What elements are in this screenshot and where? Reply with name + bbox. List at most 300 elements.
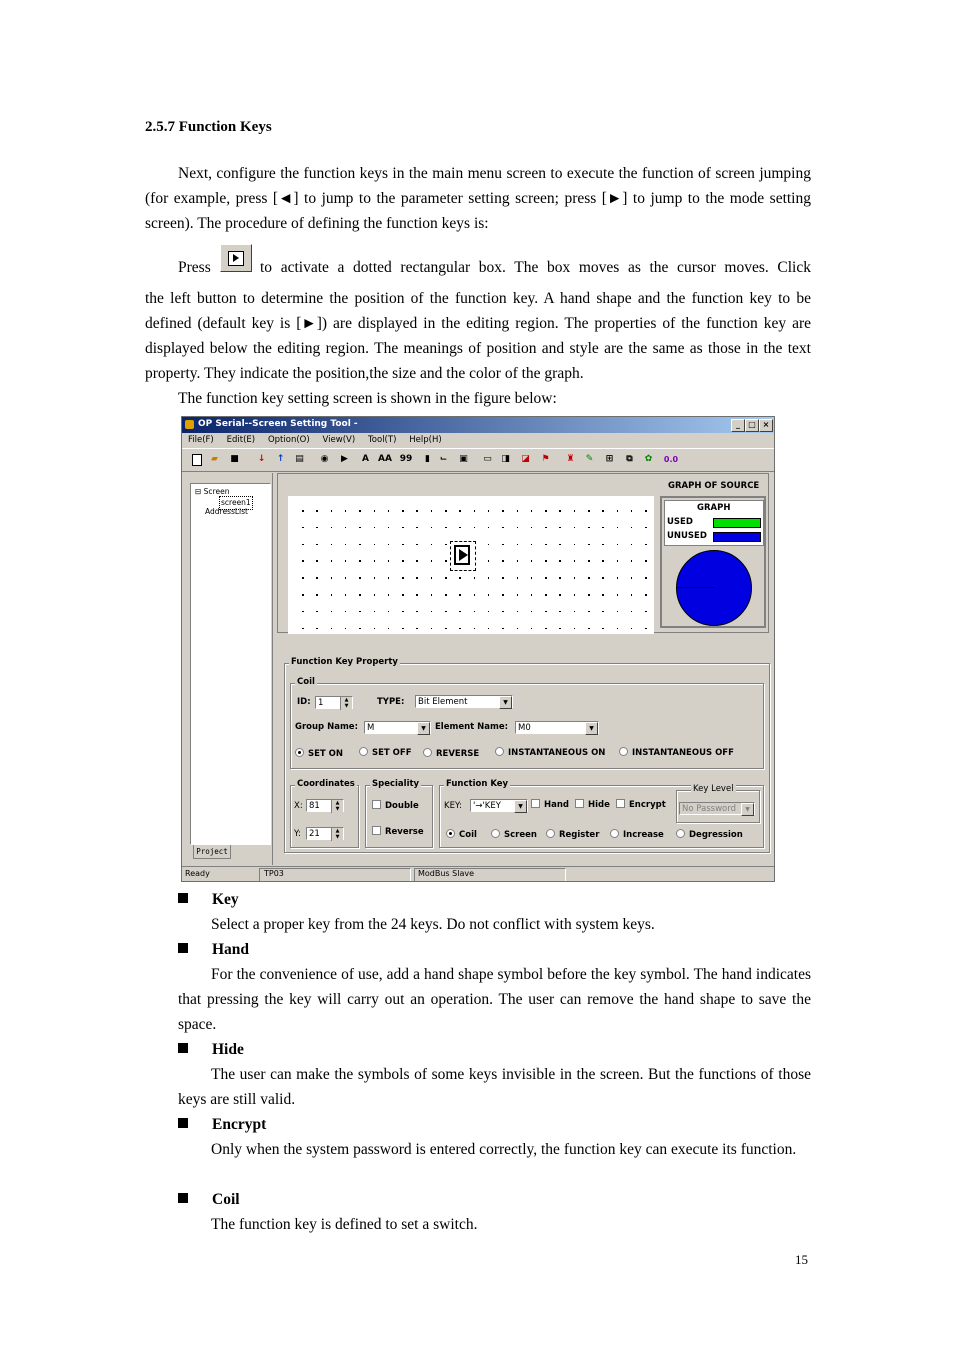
- version-icon[interactable]: 0.0: [663, 455, 679, 464]
- grid-dot: [574, 594, 576, 596]
- grid-dot: [602, 527, 604, 529]
- grid-dot: [559, 560, 561, 562]
- grid-dot: [331, 544, 333, 546]
- grid-dot: [545, 544, 547, 546]
- tree-screen1[interactable]: screen1: [219, 496, 253, 510]
- radio-icon: [495, 747, 504, 756]
- radio-icon: [359, 747, 368, 756]
- x-spinner[interactable]: 81 ▲ ▼: [306, 799, 344, 812]
- grid-dot: [474, 527, 476, 529]
- grid-dot: [588, 510, 590, 512]
- bullet-square-icon: [178, 1118, 188, 1128]
- grid-dot: [459, 628, 461, 630]
- grid-dot: [545, 611, 547, 613]
- text-icon[interactable]: A: [362, 454, 369, 464]
- menu-view[interactable]: View(V): [322, 435, 356, 445]
- grid-dot: [402, 510, 404, 512]
- function-key-icon[interactable]: ▶: [341, 454, 348, 464]
- wrench-icon[interactable]: ✎: [585, 454, 594, 464]
- grid-dot: [531, 577, 533, 579]
- window-icon[interactable]: ◨: [501, 454, 510, 464]
- grid-dot: [374, 560, 376, 562]
- menu-file[interactable]: File(F): [188, 435, 214, 445]
- speciality-title: Speciality: [372, 779, 420, 789]
- grid-dot: [602, 510, 604, 512]
- group-name-label: Group Name:: [295, 722, 358, 732]
- grid-dot: [345, 510, 347, 512]
- coil-title: Coil: [297, 677, 315, 687]
- grid-dot: [359, 560, 361, 562]
- grid-dot: [331, 527, 333, 529]
- title-bar: [182, 417, 774, 433]
- grid-dot: [445, 527, 447, 529]
- bullet-square-icon: [178, 1193, 188, 1203]
- grid-dot: [602, 611, 604, 613]
- grid-dot: [316, 560, 318, 562]
- radio-icon: [546, 829, 555, 838]
- minimize-button[interactable]: _: [731, 419, 745, 432]
- menu-bar: [182, 433, 774, 447]
- key-level-select[interactable]: No Password ▼: [679, 802, 755, 815]
- grid-dot: [316, 611, 318, 613]
- grid-dot: [359, 611, 361, 613]
- grid-dot: [631, 611, 633, 613]
- grid-dot: [474, 594, 476, 596]
- graph-of-source-panel: [660, 496, 766, 628]
- grid-dot: [574, 544, 576, 546]
- grid-dot: [559, 510, 561, 512]
- toolbar: [182, 448, 774, 472]
- encrypt-checkbox[interactable]: Encrypt: [616, 799, 666, 811]
- grid-dot: [316, 510, 318, 512]
- tree-root[interactable]: ⊟ Screen: [195, 487, 230, 496]
- flag-icon[interactable]: ⚑: [541, 454, 550, 464]
- grid-dot: [445, 611, 447, 613]
- grid-dot: [588, 527, 590, 529]
- grid-dot: [316, 544, 318, 546]
- grid-dot: [445, 594, 447, 596]
- grid-dot: [416, 510, 418, 512]
- grid-dot: [359, 594, 361, 596]
- grid-dot: [645, 611, 647, 613]
- grid-dot: [302, 510, 304, 512]
- used-label: USED: [667, 517, 693, 527]
- usage-pie: [676, 550, 752, 626]
- grid-dot: [445, 544, 447, 546]
- grid-dot: [488, 628, 490, 630]
- grid-dot: [416, 544, 418, 546]
- grid-dot: [359, 527, 361, 529]
- grid-dot: [645, 577, 647, 579]
- bullet-hide: Hide: [178, 1037, 244, 1062]
- grid-dot: [631, 577, 633, 579]
- settings-icon[interactable]: ✿: [644, 454, 653, 464]
- grid-dot: [531, 527, 533, 529]
- grid-dot: [574, 527, 576, 529]
- coil-radio-instantaneous-on[interactable]: INSTANTANEOUS ON: [495, 747, 605, 759]
- grid-dot: [588, 560, 590, 562]
- window-title: OP Serial--Screen Setting Tool -: [198, 419, 358, 429]
- grid-dot: [402, 628, 404, 630]
- grid-dot: [302, 560, 304, 562]
- grid-dot: [388, 527, 390, 529]
- grid-dot: [517, 611, 519, 613]
- section-heading: 2.5.7 Function Keys: [145, 119, 272, 135]
- grid-dot: [388, 594, 390, 596]
- procedure-paragraph: the left button to determine the position of the function key. A hand shape and the function key to be defined (default key is [►]) are displayed in the editing region. The properties of the function key are displayed below the editing region. The meanings of position and style are the same as those in the text property. They indicate the position,the size and the color of the graph.: [145, 290, 811, 382]
- press-word: Press: [178, 259, 211, 276]
- grid-dot: [416, 577, 418, 579]
- image-icon[interactable]: ▣: [459, 454, 468, 464]
- grid-dot: [402, 594, 404, 596]
- grid-dot: [531, 594, 533, 596]
- grid-dot: [474, 611, 476, 613]
- grid-dot: [631, 527, 633, 529]
- add-screen-icon[interactable]: ⊞: [605, 454, 614, 464]
- bullet-hide-text: The user can make the symbols of some keys invisible in the screen. But the functions of those keys are still valid.: [178, 1066, 811, 1108]
- grid-dot: [474, 577, 476, 579]
- grid-dot: [374, 544, 376, 546]
- hand-checkbox[interactable]: Hand: [531, 799, 569, 811]
- grid-dot: [374, 611, 376, 613]
- grid-dot: [617, 611, 619, 613]
- grid-dot: [617, 594, 619, 596]
- app-icon: [185, 420, 194, 429]
- grid-dot: [374, 594, 376, 596]
- graph-of-source-label: GRAPH OF SOURCE: [668, 481, 760, 491]
- grid-dot: [617, 577, 619, 579]
- unused-swatch: [713, 532, 761, 542]
- grid-dot: [345, 527, 347, 529]
- grid-dot: [531, 544, 533, 546]
- grid-dot: [531, 510, 533, 512]
- grid-dot: [588, 544, 590, 546]
- open-icon[interactable]: ▰: [211, 454, 218, 464]
- grid-dot: [431, 611, 433, 613]
- speciality-group: [365, 779, 433, 848]
- status-bar: [182, 866, 774, 882]
- grid-dot: [302, 527, 304, 529]
- project-tree: [190, 483, 271, 845]
- grid-dot: [374, 510, 376, 512]
- copy-icon[interactable]: ◪: [521, 454, 530, 464]
- grid-dot: [488, 577, 490, 579]
- grid-dot: [545, 560, 547, 562]
- grid-dot: [645, 544, 647, 546]
- type-label: TYPE:: [377, 697, 405, 707]
- grid-dot: [331, 510, 333, 512]
- coil-radio-set-off[interactable]: SET OFF: [359, 747, 412, 759]
- press-rest: to activate a dotted rectangular box. The box moves as the cursor moves. Click: [260, 259, 811, 276]
- grid-dot: [574, 510, 576, 512]
- bullet-coil: Coil: [178, 1187, 240, 1212]
- grid-dot: [488, 560, 490, 562]
- status-ready: Ready: [185, 869, 210, 878]
- alarm-icon[interactable]: ♜: [566, 454, 575, 464]
- bullet-hand-text: For the convenience of use, add a hand shape symbol before the key symbol. The hand indicates that pressing the key will carry out an operation. The user can remove the hand shape to save the space.: [178, 966, 811, 1033]
- grid-dot: [316, 628, 318, 630]
- grid-dot: [617, 628, 619, 630]
- grid-dot: [517, 544, 519, 546]
- new-icon[interactable]: [192, 454, 202, 466]
- function-key-element[interactable]: [450, 541, 476, 571]
- grid-dot: [445, 510, 447, 512]
- grid-dot: [559, 527, 561, 529]
- graph-legend: [664, 500, 764, 546]
- grid-dot: [531, 611, 533, 613]
- function-key-group: [439, 779, 764, 848]
- grid-dot: [645, 510, 647, 512]
- function-key-property-group: [284, 657, 770, 853]
- grid-dot: [517, 594, 519, 596]
- grid-dot: [359, 577, 361, 579]
- function-key-title: Function Key: [446, 779, 509, 789]
- grid-dot: [416, 594, 418, 596]
- editor-area: [277, 473, 769, 633]
- grid-dot: [474, 510, 476, 512]
- duplicate-icon[interactable]: ⧉: [626, 454, 633, 464]
- fk-radio-coil[interactable]: Coil: [446, 829, 477, 841]
- grid-dot: [388, 577, 390, 579]
- grid-dot: [502, 527, 504, 529]
- fk-radio-increase[interactable]: Increase: [610, 829, 664, 841]
- grid-dot: [345, 611, 347, 613]
- y-spinner[interactable]: 21 ▲ ▼: [306, 827, 344, 840]
- grid-dot: [488, 594, 490, 596]
- status-protocol: ModBus Slave: [418, 869, 475, 878]
- upload-icon[interactable]: ↑: [276, 454, 285, 464]
- checkbox-icon: [372, 800, 381, 809]
- bullet-key: Key: [178, 887, 239, 912]
- bullet-key-text: Select a proper key from the 24 keys. Do not conflict with system keys.: [211, 916, 655, 933]
- grid-dot: [517, 577, 519, 579]
- grid-dot: [545, 628, 547, 630]
- grid-dot: [402, 560, 404, 562]
- grid-dot: [645, 527, 647, 529]
- grid-dot: [488, 510, 490, 512]
- grid-dot: [374, 577, 376, 579]
- menu-edit[interactable]: Edit(E): [226, 435, 256, 445]
- grid-dot: [574, 628, 576, 630]
- grid-dot: [359, 628, 361, 630]
- grid-dot: [559, 544, 561, 546]
- element-name-select[interactable]: M0 ▼: [515, 721, 599, 734]
- grid-dot: [574, 577, 576, 579]
- grid-dot: [459, 527, 461, 529]
- close-button[interactable]: ×: [759, 419, 773, 432]
- bullet-coil-text: The function key is defined to set a switch.: [211, 1216, 478, 1233]
- coil-radio-instantaneous-off[interactable]: INSTANTANEOUS OFF: [619, 747, 734, 759]
- grid-dot: [559, 611, 561, 613]
- large-text-icon[interactable]: AA: [378, 454, 392, 464]
- grid-dot: [431, 577, 433, 579]
- grid-dot: [302, 628, 304, 630]
- grid-dot: [431, 527, 433, 529]
- fk-property-title: Function Key Property: [291, 657, 398, 667]
- menu-option[interactable]: Option(O): [267, 435, 310, 445]
- project-panel: [184, 473, 273, 865]
- grid-dot: [388, 544, 390, 546]
- grid-dot: [345, 544, 347, 546]
- grid-dot: [331, 560, 333, 562]
- unused-label: UNUSED: [667, 531, 707, 541]
- id-spinner[interactable]: 1 ▲ ▼: [315, 696, 353, 709]
- save-icon[interactable]: ■: [230, 454, 239, 464]
- grid-dot: [517, 527, 519, 529]
- rectangle-icon[interactable]: ▭: [483, 454, 492, 464]
- screen-setting-tool-window: [181, 416, 775, 882]
- grid-dot: [502, 594, 504, 596]
- bullet-encrypt: Encrypt: [178, 1112, 266, 1137]
- grid-dot: [316, 594, 318, 596]
- grid-dot: [316, 527, 318, 529]
- grid-dot: [302, 577, 304, 579]
- grid-dot: [459, 577, 461, 579]
- menu-help[interactable]: Help(H): [409, 435, 442, 445]
- grid-dot: [588, 594, 590, 596]
- grid-dot: [545, 577, 547, 579]
- grid-dot: [545, 510, 547, 512]
- grid-dot: [645, 560, 647, 562]
- grid-dot: [574, 560, 576, 562]
- grid-dot: [517, 560, 519, 562]
- number-icon[interactable]: 99: [399, 454, 413, 464]
- grid-dot: [459, 594, 461, 596]
- grid-dot: [502, 560, 504, 562]
- grid-dot: [531, 628, 533, 630]
- lamp-icon[interactable]: ◉: [320, 454, 329, 464]
- radio-icon: [295, 748, 304, 757]
- grid-dot: [559, 594, 561, 596]
- radio-icon: [423, 748, 432, 757]
- grid-dot: [402, 577, 404, 579]
- grid-dot: [445, 628, 447, 630]
- tree-address-list[interactable]: AddressList: [205, 507, 248, 516]
- grid-dot: [431, 628, 433, 630]
- x-label: X:: [294, 801, 303, 811]
- radio-icon: [491, 829, 500, 838]
- grid-dot: [345, 577, 347, 579]
- grid-dot: [602, 577, 604, 579]
- id-label: ID:: [297, 697, 311, 707]
- radio-icon: [619, 747, 628, 756]
- grid-dot: [359, 510, 361, 512]
- graph-title: GRAPH: [697, 503, 731, 513]
- coil-group: [290, 677, 764, 769]
- group-name-select[interactable]: M ▼: [364, 721, 431, 734]
- bar-icon[interactable]: ▮: [425, 454, 430, 464]
- grid-dot: [588, 577, 590, 579]
- grid-dot: [517, 628, 519, 630]
- grid-dot: [602, 544, 604, 546]
- reverse-checkbox[interactable]: Reverse: [372, 826, 424, 838]
- coordinates-group: [290, 779, 359, 848]
- function-key-tool-icon: [220, 244, 252, 272]
- grid-dot: [645, 628, 647, 630]
- checkbox-icon: [616, 799, 625, 808]
- grid-dot: [416, 628, 418, 630]
- fk-radio-register[interactable]: Register: [546, 829, 599, 841]
- grid-dot: [474, 628, 476, 630]
- grid-dot: [416, 560, 418, 562]
- grid-dot: [302, 594, 304, 596]
- fk-radio-degression[interactable]: Degression: [676, 829, 743, 841]
- coil-radio-set-on[interactable]: SET ON: [295, 748, 343, 760]
- grid-dot: [588, 628, 590, 630]
- fk-radio-screen[interactable]: Screen: [491, 829, 537, 841]
- double-checkbox[interactable]: Double: [372, 800, 419, 812]
- grid-dot: [488, 527, 490, 529]
- grid-dot: [431, 560, 433, 562]
- grid-dot: [502, 611, 504, 613]
- grid-dot: [545, 527, 547, 529]
- grid-dot: [459, 510, 461, 512]
- keyboard-icon[interactable]: ▤: [295, 454, 304, 464]
- grid-dot: [588, 611, 590, 613]
- coordinates-title: Coordinates: [297, 779, 355, 789]
- download-icon[interactable]: ↓: [257, 454, 266, 464]
- radio-icon: [676, 829, 685, 838]
- grid-dot: [416, 527, 418, 529]
- radio-icon: [610, 829, 619, 838]
- key-select[interactable]: '→'KEY ▼: [470, 799, 528, 812]
- trend-icon[interactable]: ⌙: [439, 454, 448, 464]
- grid-dot: [559, 577, 561, 579]
- grid-dot: [488, 611, 490, 613]
- hide-checkbox[interactable]: Hide: [575, 799, 610, 811]
- grid-dot: [374, 628, 376, 630]
- grid-dot: [302, 544, 304, 546]
- grid-dot: [388, 611, 390, 613]
- grid-dot: [631, 560, 633, 562]
- grid-dot: [331, 611, 333, 613]
- y-label: Y:: [294, 829, 301, 839]
- coil-radio-reverse[interactable]: REVERSE: [423, 748, 479, 760]
- bullet-square-icon: [178, 943, 188, 953]
- type-select[interactable]: Bit Element ▼: [415, 695, 513, 708]
- bullet-square-icon: [178, 893, 188, 903]
- maximize-button[interactable]: □: [745, 419, 759, 432]
- status-model: TP03: [264, 869, 284, 878]
- grid-dot: [631, 510, 633, 512]
- checkbox-icon: [531, 799, 540, 808]
- grid-dot: [388, 560, 390, 562]
- grid-dot: [431, 544, 433, 546]
- grid-dot: [631, 628, 633, 630]
- radio-icon: [446, 829, 455, 838]
- grid-dot: [388, 628, 390, 630]
- element-name-label: Element Name:: [435, 722, 509, 732]
- grid-dot: [331, 577, 333, 579]
- grid-dot: [331, 628, 333, 630]
- grid-dot: [345, 560, 347, 562]
- grid-dot: [359, 544, 361, 546]
- grid-dot: [459, 611, 461, 613]
- grid-dot: [431, 594, 433, 596]
- grid-dot: [545, 594, 547, 596]
- menu-tool[interactable]: Tool(T): [368, 435, 397, 445]
- grid-dot: [617, 544, 619, 546]
- grid-dot: [602, 560, 604, 562]
- grid-dot: [631, 594, 633, 596]
- grid-dot: [402, 611, 404, 613]
- grid-dot: [488, 544, 490, 546]
- grid-dot: [502, 510, 504, 512]
- intro-paragraph: Next, configure the function keys in the main menu screen to execute the function of screen jumping (for example, press [◄] to jump to the parameter setting screen; press [►] to jump to the mode setting screen). The procedure of defining the function keys is:: [145, 165, 811, 232]
- project-tab[interactable]: Project: [193, 845, 231, 859]
- page-number: 15: [795, 1252, 808, 1267]
- key-level-title: Key Level: [693, 784, 734, 794]
